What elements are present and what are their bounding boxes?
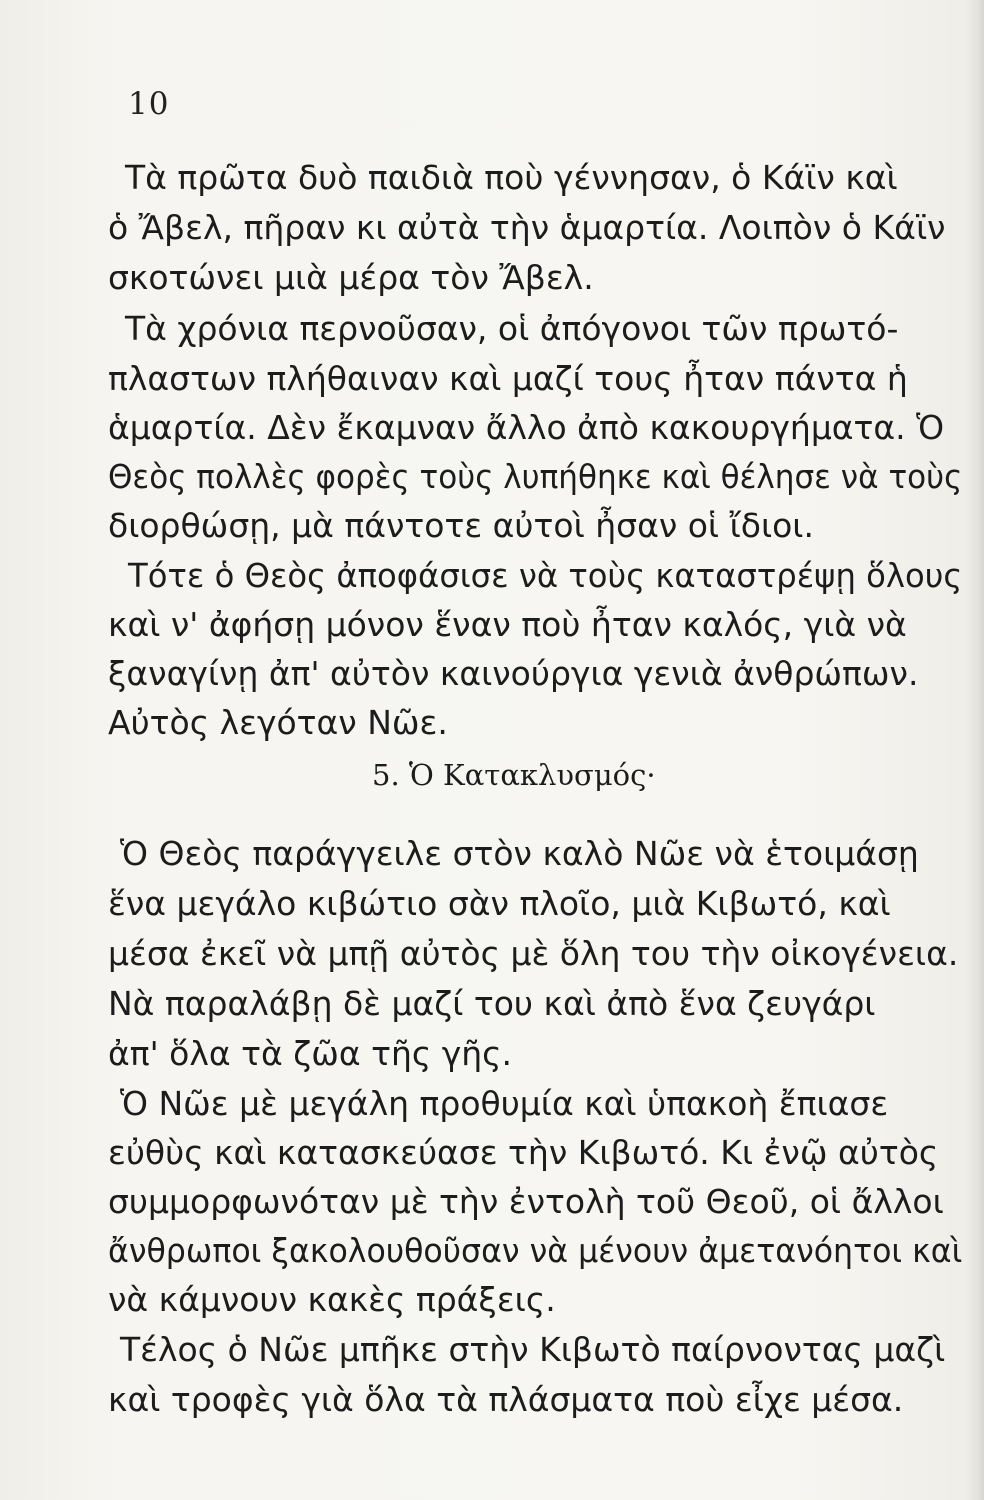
text-line: διορθώσῃ, μὰ πάντοτε αὐτοὶ ἦσαν οἱ ἴδιοι. (108, 506, 814, 545)
text-line: ἄνθρωποι ξακολουθοῦσαν νὰ μένουν ἀμετανόητοι καὶ (108, 1231, 963, 1270)
text-line: καὶ ν' ἀφήσῃ μόνον ἕναν ποὺ ἦταν καλός, γιὰ νὰ (108, 605, 907, 644)
text-line: ἀπ' ὅλα τὰ ζῶα τῆς γῆς. (108, 1034, 513, 1073)
text-line: Τότε ὁ Θεὸς ἀποφάσισε νὰ τοὺς καταστρέψῃ ὅλους (128, 556, 963, 595)
text-line: πλαστων πλήθαιναν καὶ μαζί τους ἦταν πάντα ἡ (108, 359, 908, 398)
text-line: Θεὸς πολλὲς φορὲς τοὺς λυπήθηκε καὶ θέλησε νὰ τοὺς (108, 457, 963, 496)
text-line: σκοτώνει μιὰ μέρα τὸν Ἄβελ. (108, 258, 594, 297)
text-line: ξαναγίνῃ ἀπ' αὐτὸν καινούργια γενιὰ ἀνθρώπων. (108, 654, 919, 693)
text-line: μέσα ἐκεῖ νὰ μπῇ αὐτὸς μὲ ὅλη του τὴν οἰκογένεια. (108, 934, 959, 973)
text-line: ἁμαρτία. Δὲν ἔκαμναν ἄλλο ἀπὸ κακουργήματα. Ὁ (108, 408, 945, 447)
text-line: Νὰ παραλάβῃ δὲ μαζί του καὶ ἀπὸ ἕνα ζευγάρι (108, 984, 876, 1023)
section-heading: 5. Ὁ Κατακλυσμός· (372, 758, 656, 792)
text-line: καὶ τροφὲς γιὰ ὅλα τὰ πλάσματα ποὺ εἶχε μέσα. (108, 1380, 904, 1419)
page-edge-shadow (966, 0, 984, 1500)
text-line: συμμορφωνόταν μὲ τὴν ἐντολὴ τοῦ Θεοῦ, οἱ ἄλλοι (108, 1182, 944, 1221)
text-line: Τὰ χρόνια περνοῦσαν, οἱ ἀπόγονοι τῶν πρωτό- (125, 309, 899, 348)
text-line: νὰ κάμνουν κακὲς πράξεις. (108, 1280, 556, 1319)
text-line: Τέλος ὁ Νῶε μπῆκε στὴν Κιβωτὸ παίρνοντας μαζὶ (120, 1330, 946, 1369)
page-number: 10 (128, 86, 170, 122)
text-line: Ὁ Θεὸς παράγγειλε στὸν καλὸ Νῶε νὰ ἑτοιμάσῃ (120, 834, 919, 873)
text-line: Ὁ Νῶε μὲ μεγάλη προθυμία καὶ ὑπακοὴ ἔπιασε (120, 1084, 889, 1123)
text-line: ὁ Ἄβελ, πῆραν κι αὐτὰ τὴν ἁμαρτία. Λοιπὸν ὁ Κάϊν (108, 208, 946, 247)
text-line: Τὰ πρῶτα δυὸ παιδιὰ ποὺ γέννησαν, ὁ Κάϊν καὶ (125, 158, 898, 197)
text-line: Αὐτὸς λεγόταν Νῶε. (108, 703, 448, 742)
text-line: ἕνα μεγάλο κιβώτιο σὰν πλοῖο, μιὰ Κιβωτό, καὶ (108, 884, 891, 923)
text-line: εὐθὺς καὶ κατασκεύασε τὴν Κιβωτό. Κι ἐνῷ αὐτὸς (108, 1133, 939, 1172)
